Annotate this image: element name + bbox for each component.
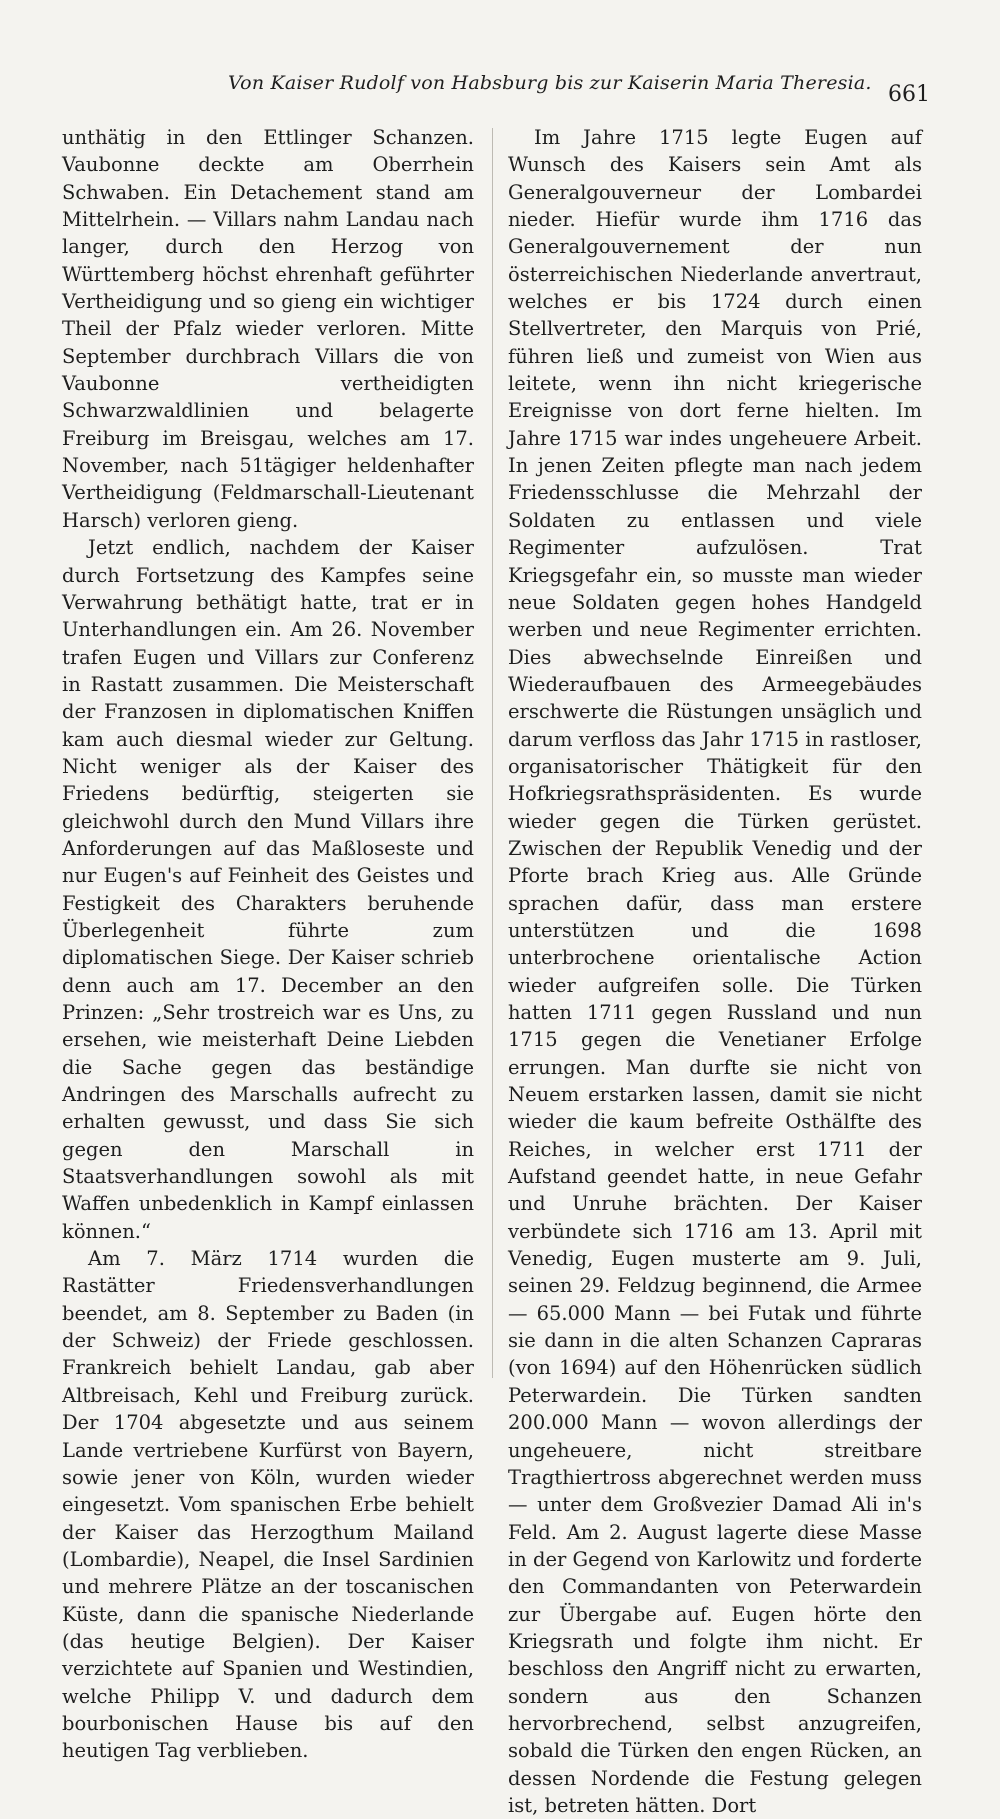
page-number: 661 [888, 82, 930, 107]
paragraph: Am 7. März 1714 wurden die Rastätter Friedensverhandlungen beendet, am 8. September zu Baden (in der Schweiz) der Friede geschlossen. Frankreich behielt Landau, gab aber Altbreisach, Kehl und Freiburg zurück. Der 1704 abgesetzte und aus seinem Lande vertriebene Kurfürst von Bayern, sowie jener von Köln, wurden wieder eingesetzt. Vom spanischen Erbe behielt der Kaiser das Herzogthum Mailand (Lombardie), Neapel, die Insel Sardinien und mehrere Plätze an der toscanischen Küste, dann die spanische Niederlande (das heutige Belgien). Der Kaiser verzichtete auf Spanien und Westindien, welche Philipp V. und dadurch dem bourbonischen Hause bis auf den heutigen Tag verblieben. [62, 1247, 474, 1763]
paragraph: Jetzt endlich, nachdem der Kaiser durch Fortsetzung des Kampfes seine Verwahrung bethätigt hatte, trat er in Unterhandlungen ein. Am 26. November trafen Eugen und Villars zur Conferenz in Rastatt zusammen. Die Meisterschaft der Franzosen in diplomatischen Kniffen kam auch diesmal wieder zur Geltung. Nicht weniger als der Kaiser des Friedens bedürftig, steigerten sie gleichwohl durch den Mund Villars ihre Anforderungen auf das Maßloseste und nur Eugen's auf Feinheit des Geistes und Festigkeit des Charakters beruhende Überlegenheit führte zum diplomatischen Siege. Der Kaiser schrieb denn auch am 17. December an den Prinzen: „Sehr trostreich war es Uns, zu ersehen, wie meisterhaft Deine Liebden die Sache gegen das beständige Andringen des Marschalls aufrecht zu erhalten gewusst, und dass Sie sich gegen den Marschall in Staatsverhandlungen sowohl als mit Waffen unbedenklich in Kampf einlassen können.“ [62, 536, 474, 1243]
running-title: Von Kaiser Rudolf von Habsburg bis zur Kaiserin Maria Theresia. [228, 72, 872, 94]
left-column [62, 124, 474, 1765]
right-column [508, 124, 922, 1819]
paragraph: unthätig in den Ettlinger Schanzen. Vaubonne deckte am Oberrhein Schwaben. Ein Detachement stand am Mittelrhein. — Villars nahm Landau nach langer, durch den Herzog von Württemberg höchst ehrenhaft geführter Vertheidigung und so gieng ein wichtiger Theil der Pfalz wieder verloren. Mitte September durchbrach Villars die von Vaubonne vertheidigten Schwarzwaldlinien und belagerte Freiburg im Breisgau, welches am 17. November, nach 51tägiger heldenhafter Vertheidigung (Feldmarschall-Lieutenant Harsch) verloren gieng. [62, 126, 474, 532]
page-header [0, 72, 1000, 112]
paragraph: Im Jahre 1715 legte Eugen auf Wunsch des Kaisers sein Amt als Generalgouverneur der Lombardei nieder. Hiefür wurde ihm 1716 das Generalgouvernement der nun österreichischen Niederlande anvertraut, welches er bis 1724 durch einen Stellvertreter, den Marquis von Prié, führen ließ und zumeist von Wien aus leitete, wenn ihn nicht kriegerische Ereignisse von dort ferne hielten. Im Jahre 1715 war indes ungeheuere Arbeit. In jenen Zeiten pflegte man nach jedem Friedensschlusse die Mehrzahl der Soldaten zu entlassen und viele Regimenter aufzulösen. Trat Kriegsgefahr ein, so musste man wieder neue Soldaten gegen hohes Handgeld werben und neue Regimenter errichten. Dies abwechselnde Einreißen und Wiederaufbauen des Armeegebäudes erschwerte die Rüstungen unsäglich und darum verfloss das Jahr 1715 in rastloser, organisatorischer Thätigkeit für den Hofkriegsrathspräsidenten. Es wurde wieder gegen die Türken gerüstet. Zwischen der Republik Venedig und der Pforte brach Krieg aus. Alle Gründe sprachen dafür, dass man erstere unterstützen und die 1698 unterbrochene orientalische Action wieder aufgreifen solle. Die Türken hatten 1711 gegen Russland und nun 1715 gegen die Venetianer Erfolge errungen. Man durfte sie nicht von Neuem erstarken lassen, damit sie nicht wieder die kaum befreite Osthälfte des Reiches, in welcher erst 1711 der Aufstand geendet hatte, in neue Gefahr und Unruhe brächten. Der Kaiser verbündete sich 1716 am 13. April mit Venedig, Eugen musterte am 9. Juli, seinen 29. Feldzug beginnend, die Armee — 65.000 Mann — bei Futak und führte sie dann in die alten Schanzen Capraras (von 1694) auf den Höhenrücken südlich Peterwardein. Die Türken sandten 200.000 Mann — wovon allerdings der ungeheuere, nicht streitbare Tragthiertross abgerechnet werden muss — unter dem Großvezier Damad Ali in's Feld. Am 2. August lagerte diese Masse in der Gegend von Karlowitz und forderte den Commandanten von Peterwardein zur Übergabe auf. Eugen hörte den Kriegsrath und folgte ihm nicht. Er beschloss den Angriff nicht zu erwarten, sondern aus den Schanzen hervorbrechend, selbst anzugreifen, sobald die Türken den engen Rücken, an dessen Nordende die Festung gelegen ist, betreten hätten. Dort [508, 126, 922, 1817]
column-divider [492, 128, 493, 1378]
